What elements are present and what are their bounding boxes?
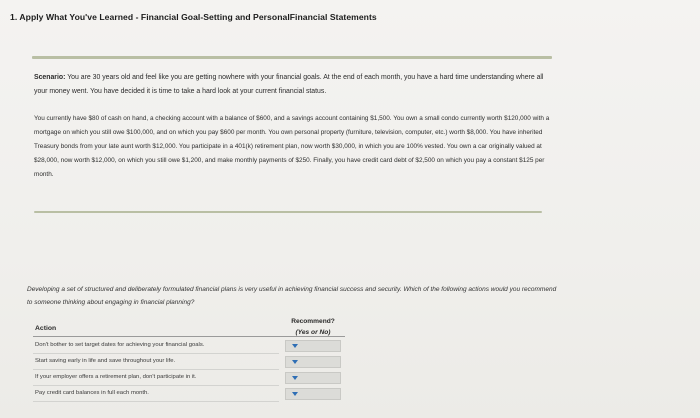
recommend-header-label: Recommend? bbox=[291, 318, 335, 325]
section-divider-top bbox=[32, 56, 552, 59]
table-row bbox=[33, 338, 345, 354]
financial-facts-paragraph: You currently have $80 of cash on hand, a checking account with a balance of $600, and a savings account containing $1,500. You own a small condo currently worth $120,000 with a mortgage on which you still owe $100,000, and on which you pay $600 per month. You own personal property (furniture, television, computer, etc.) worth $8,000. You have inherited Treasury bonds from your late aunt worth $12,000. You participate in a 401(k) retirement plan, now worth $30,000, in which you are 100% vested. You own a car originally valued at $28,000, now worth $12,000, on which you still owe $1,200, and make monthly payments of $250. Finally, you have credit card debt of $2,500 on which you pay a constant $125 per month. bbox=[34, 115, 550, 179]
recommend-dropdown[interactable] bbox=[285, 356, 341, 368]
question-title: 1. Apply What You've Learned - Financial Goal-Setting and PersonalFinancial Statements bbox=[10, 12, 377, 22]
action-text: Pay credit card balances in full each month. bbox=[35, 390, 149, 396]
table-row bbox=[33, 354, 345, 370]
scenario-text: You are 30 years old and feel like you are getting nowhere with your financial goals. At the end of each month, you have a hard time understanding where all your money went. You have decided it is time to take a hard look at your current financial status. bbox=[34, 74, 544, 96]
chevron-down-icon bbox=[292, 392, 298, 396]
table-row bbox=[33, 370, 345, 386]
chevron-down-icon bbox=[292, 376, 298, 380]
action-text: Don't bother to set target dates for achieving your financial goals. bbox=[35, 342, 205, 348]
column-header-recommend bbox=[283, 316, 343, 338]
header-underline bbox=[33, 336, 345, 337]
recommend-header-sublabel: (Yes or No) bbox=[295, 329, 331, 336]
question-prompt: Developing a set of structured and deliberately formulated financial plans is very useful in achieving financial success and security. Which of the following actions would you recommend to someone thinking about engaging in financial planning? bbox=[27, 286, 557, 306]
recommend-dropdown[interactable] bbox=[285, 340, 341, 352]
scenario-paragraph bbox=[34, 71, 546, 99]
chevron-down-icon bbox=[292, 360, 298, 364]
action-text: Start saving early in life and save throughout your life. bbox=[35, 358, 176, 364]
recommend-dropdown[interactable] bbox=[285, 372, 341, 384]
table-row bbox=[33, 386, 345, 402]
recommend-dropdown[interactable] bbox=[285, 388, 341, 400]
column-header-action: Action bbox=[35, 325, 57, 332]
scenario-label: Scenario: bbox=[34, 74, 66, 81]
chevron-down-icon bbox=[292, 344, 298, 348]
section-divider-middle bbox=[34, 211, 542, 213]
row-divider bbox=[33, 401, 279, 402]
action-text: If your employer offers a retirement plan, don't participate in it. bbox=[35, 374, 197, 380]
